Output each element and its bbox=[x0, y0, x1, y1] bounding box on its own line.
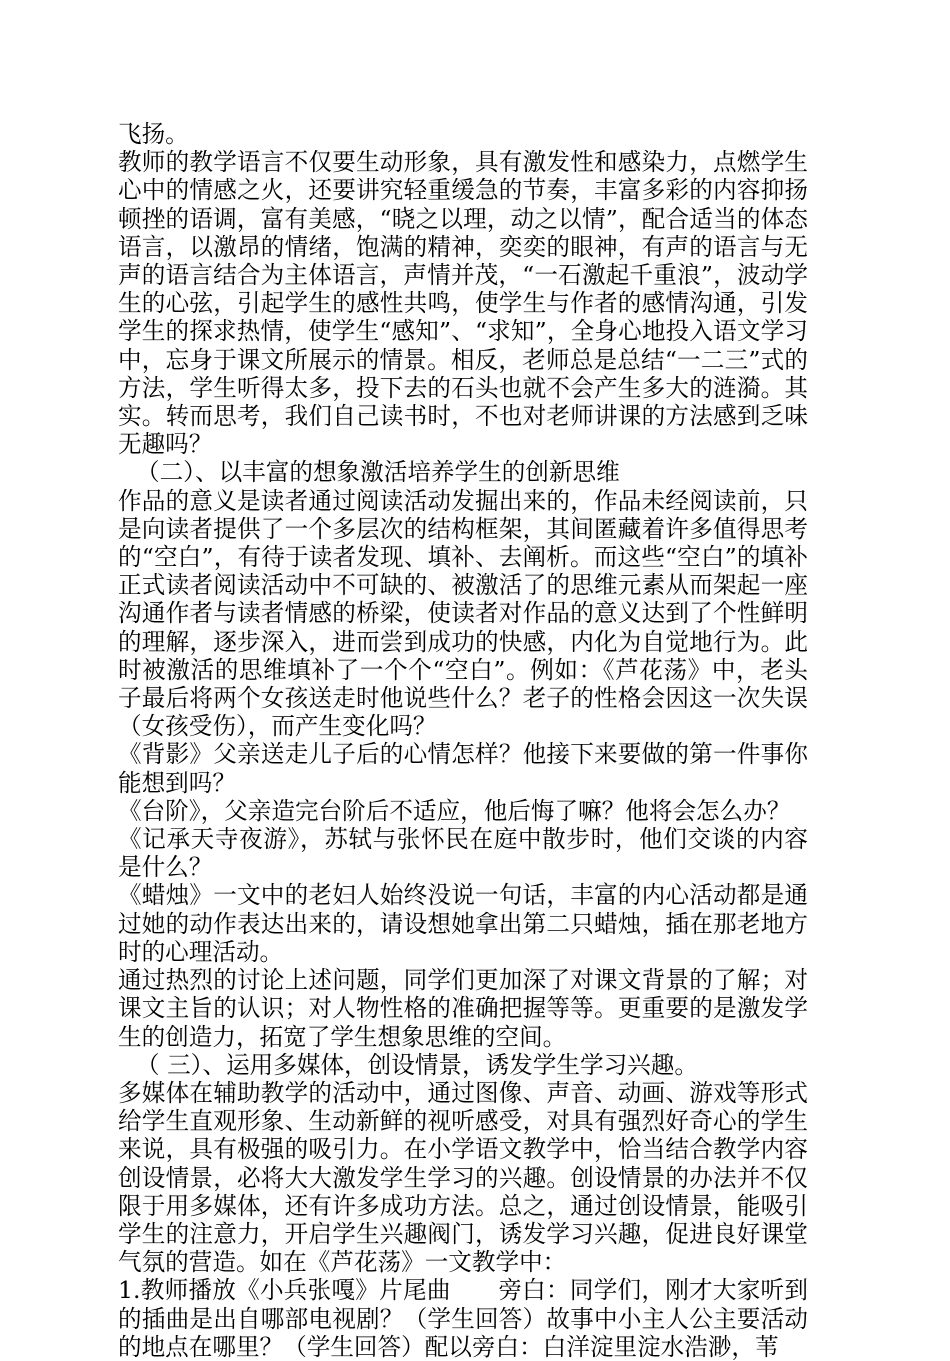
paragraph-8: 通过热烈的讨论上述问题，同学们更加深了对课文背景的了解；对课文主旨的认识；对人物性格的准确把握等等。更重要的是激发学生的创造力，拓宽了学生想象思维的空间。 bbox=[118, 966, 808, 1051]
section-heading-2: （二）、以丰富的想象激活培养学生的创新思维 bbox=[136, 458, 620, 487]
paragraph-5: 《台阶》，父亲造完台阶后不适应，他后悔了嘛？他将会怎么办？ bbox=[118, 796, 791, 825]
paragraph-7: 《蜡烛》一文中的老妇人始终没说一句话，丰富的内心活动都是通过她的动作表达出来的，请设想她拿出第二只蜡烛，插在那老地方时的心理活动。 bbox=[118, 881, 808, 966]
document-page bbox=[118, 120, 808, 1361]
paragraph-1: 飞扬。 bbox=[118, 120, 189, 148]
paragraph-4: 《背影》父亲送走儿子后的心情怎样？他接下来要做的第一件事你能想到吗？ bbox=[118, 740, 808, 797]
paragraph-10: 1.教师播放《小兵张嘎》片尾曲 旁白：同学们，刚才大家听到的插曲是出自哪部电视剧？（学生回答）故事中小主人公主要活动的地点在哪里？（学生回答）配以旁白：白洋淀里淀水浩渺，苇 bbox=[118, 1276, 808, 1361]
section-heading-3: （ 三）、运用多媒体，创设情景，诱发学生学习兴趣。 bbox=[136, 1050, 698, 1079]
paragraph-9: 多媒体在辅助教学的活动中，通过图像、声音、动画、游戏等形式给学生直观形象、生动新鲜的视听感受，对具有强烈好奇心的学生来说，具有极强的吸引力。在小学语文教学中，恰当结合教学内容创设情景，必将大大激发学生学习的兴趣。创设情景的办法并不仅限于用多媒体，还有许多成功方法。总之，通过创设情景，能吸引学生的注意力，开启学生兴趣阀门，诱发学习兴趣，促进良好课堂气氛的营造。如在《芦花荡》一文教学中： bbox=[118, 1078, 808, 1277]
paragraph-3: 作品的意义是读者通过阅读活动发掘出来的，作品未经阅读前，只是向读者提供了一个多层次的结构框架，其间匿藏着许多值得思考的“空白”，有待于读者发现、填补、去阐析。而这些“空白”的填补正式读者阅读活动中不可缺的、被激活了的思维元素从而架起一座沟通作者与读者情感的桥梁，使读者对作品的意义达到了个性鲜明的理解，逐步深入，进而尝到成功的快感，内化为自觉地行为。此时被激活的思维填补了一个个“空白”。例如：《芦花荡》中，老头子最后将两个女孩送走时他说些什么？老子的性格会因这一次失误（女孩受伤），而产生变化吗？ bbox=[118, 486, 808, 741]
paragraph-2: 教师的教学语言不仅要生动形象，具有激发性和感染力，点燃学生心中的情感之火，还要讲究轻重缓急的节奏，丰富多彩的内容抑扬顿挫的语调，富有美感，“晓之以理，动之以情”，配合适当的体态语言，以激昂的情绪，饱满的精神，奕奕的眼神，有声的语言与无声的语言结合为主体语言，声情并茂，“一石激起千重浪”，波动学生的心弦，引起学生的感性共鸣，使学生与作者的感情沟通，引发学生的探求热情，使学生“感知”、“求知”，全身心地投入语文学习中，忘身于课文所展示的情景。相反，老师总是总结“一二三”式的方法，学生听得太多，投下去的石头也就不会产生多大的涟漪。其实。转而思考，我们自己读书时，不也对老师讲课的方法感到乏味无趣吗？ bbox=[118, 148, 808, 459]
paragraph-6: 《记承天寺夜游》，苏轼与张怀民在庭中散步时，他们交谈的内容是什么？ bbox=[118, 825, 808, 882]
